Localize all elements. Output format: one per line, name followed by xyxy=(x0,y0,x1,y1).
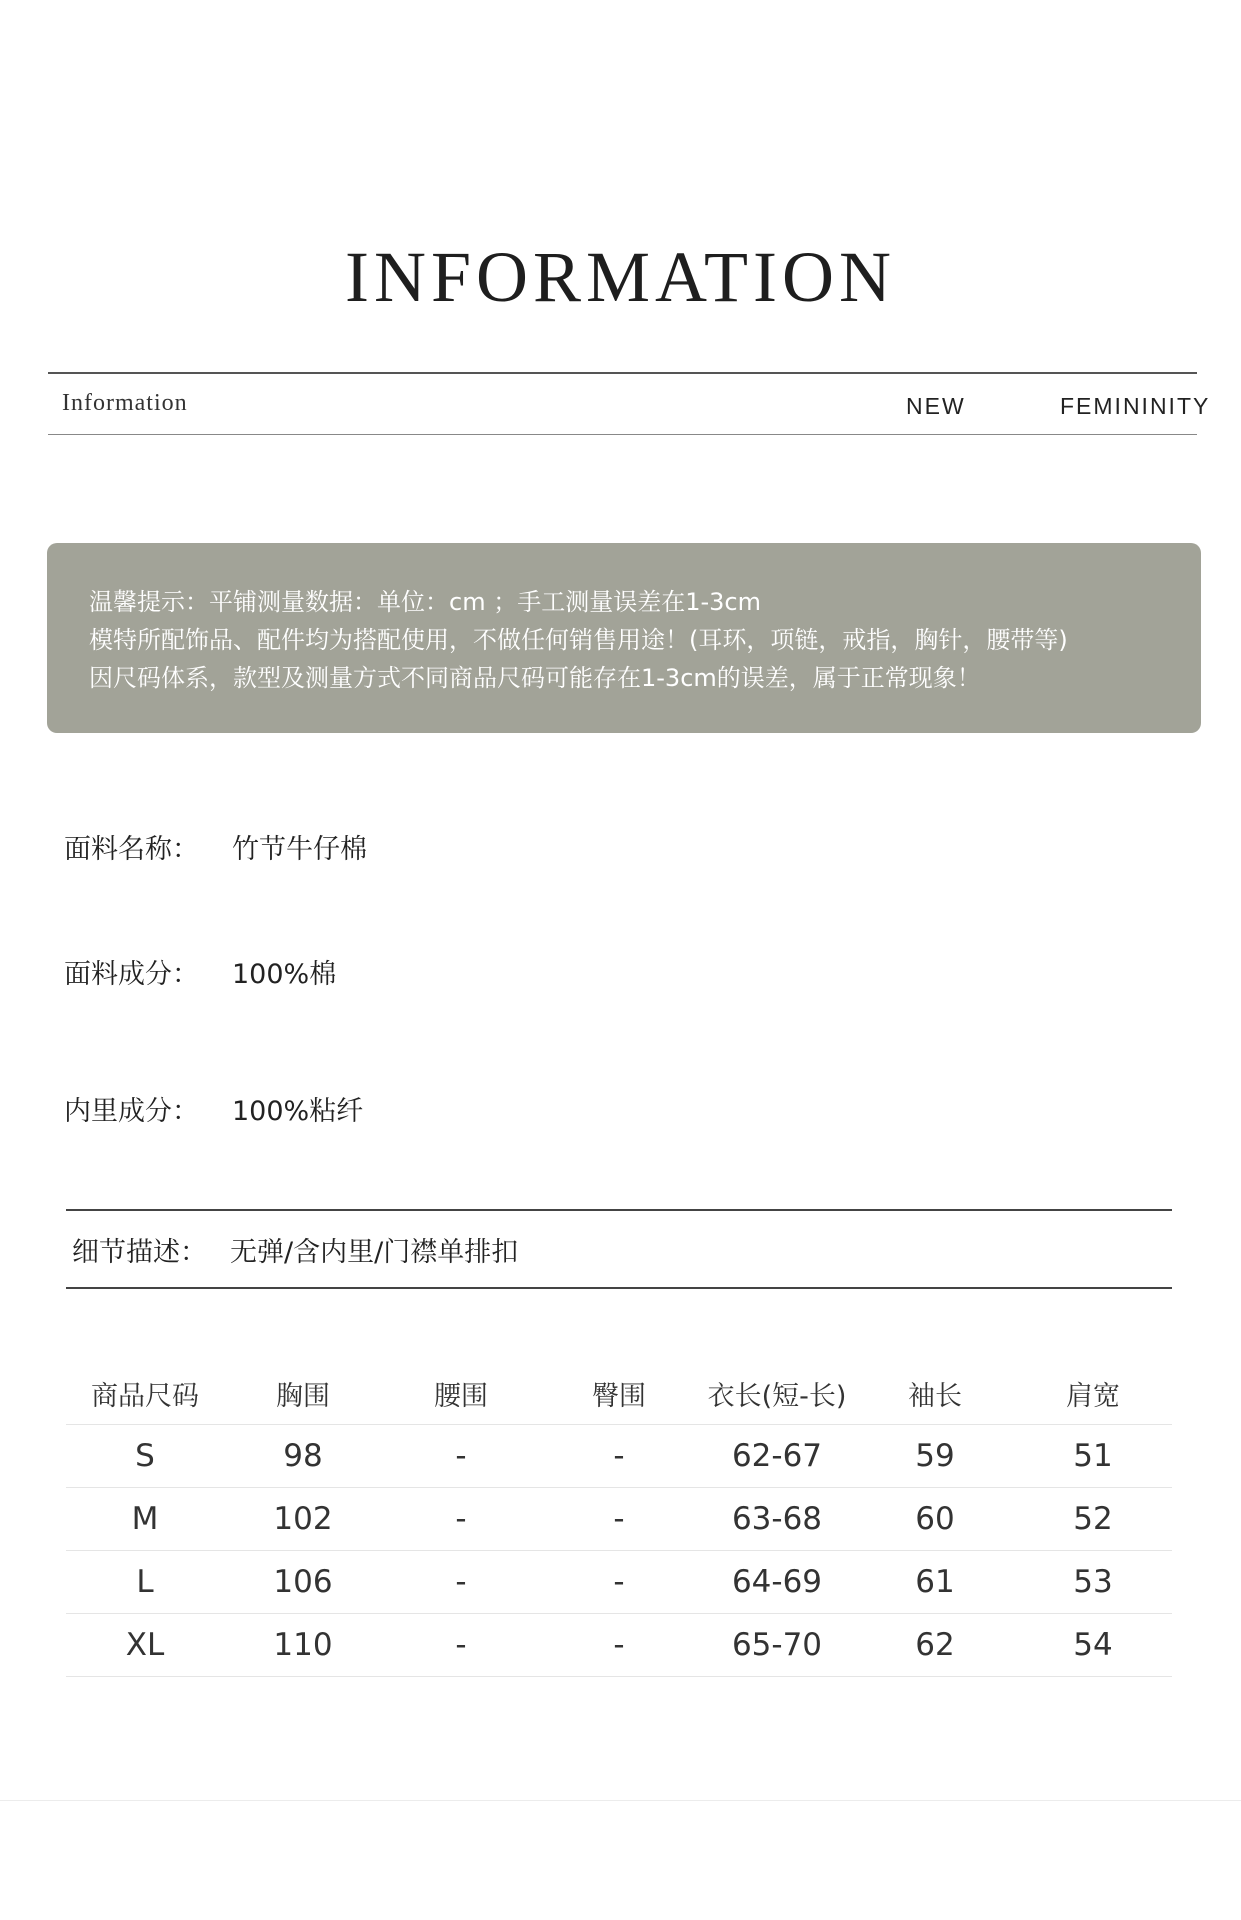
size-table-header-row xyxy=(66,1362,1172,1425)
header-hip: 臀围 xyxy=(540,1362,698,1425)
cell-waist: - xyxy=(382,1551,540,1614)
cell-length: 65-70 xyxy=(698,1614,856,1677)
header-sleeve: 袖长 xyxy=(856,1362,1014,1425)
header-new-label: NEW xyxy=(906,393,966,419)
cell-sleeve: 59 xyxy=(856,1425,1014,1488)
spec-value: 竹节牛仔棉 xyxy=(232,834,367,865)
spec-label: 面料名称： xyxy=(64,834,199,865)
spec-fabric-content xyxy=(64,952,337,991)
cell-size: L xyxy=(66,1551,224,1614)
cell-length: 63-68 xyxy=(698,1488,856,1551)
size-table xyxy=(66,1362,1172,1677)
cell-waist: - xyxy=(382,1488,540,1551)
notice-box xyxy=(47,543,1201,733)
cell-hip: - xyxy=(540,1488,698,1551)
spec-label: 面料成分： xyxy=(64,959,199,990)
cell-sleeve: 61 xyxy=(856,1551,1014,1614)
header-length: 衣长(短-长) xyxy=(698,1362,856,1425)
cell-hip: - xyxy=(540,1425,698,1488)
header-waist: 腰围 xyxy=(382,1362,540,1425)
header-top-rule xyxy=(48,372,1197,374)
cell-size: S xyxy=(66,1425,224,1488)
header-femininity-label: FEMININITY xyxy=(1060,393,1211,419)
spec-value: 无弹/含内里/门襟单排扣 xyxy=(230,1237,519,1268)
spec-lining-content xyxy=(64,1089,364,1128)
notice-line: 因尺码体系，款型及测量方式不同商品尺码可能存在1-3cm的误差，属于正常现象！ xyxy=(89,664,981,692)
cell-sleeve: 60 xyxy=(856,1488,1014,1551)
cell-shoulder: 51 xyxy=(1014,1425,1172,1488)
spec-label: 内里成分： xyxy=(64,1096,199,1127)
cell-length: 64-69 xyxy=(698,1551,856,1614)
cell-waist: - xyxy=(382,1614,540,1677)
header-chest: 胸围 xyxy=(224,1362,382,1425)
cell-chest: 98 xyxy=(224,1425,382,1488)
header-information-label: Information xyxy=(62,390,188,416)
header-size: 商品尺码 xyxy=(66,1362,224,1425)
table-row xyxy=(66,1551,1172,1614)
table-row xyxy=(66,1614,1172,1677)
cell-waist: - xyxy=(382,1425,540,1488)
cell-chest: 106 xyxy=(224,1551,382,1614)
table-row xyxy=(66,1488,1172,1551)
notice-line: 温馨提示：平铺测量数据：单位：cm ；手工测量误差在1-3cm xyxy=(89,588,761,616)
details-bottom-rule xyxy=(66,1287,1172,1289)
spec-fabric-name xyxy=(64,827,367,866)
details-top-rule xyxy=(66,1209,1172,1211)
bottom-divider xyxy=(0,1800,1241,1801)
cell-chest: 102 xyxy=(224,1488,382,1551)
cell-length: 62-67 xyxy=(698,1425,856,1488)
cell-size: M xyxy=(66,1488,224,1551)
cell-sleeve: 62 xyxy=(856,1614,1014,1677)
cell-shoulder: 52 xyxy=(1014,1488,1172,1551)
spec-label: 细节描述： xyxy=(72,1237,207,1268)
page-title: INFORMATION xyxy=(344,237,897,317)
table-row xyxy=(66,1425,1172,1488)
cell-shoulder: 54 xyxy=(1014,1614,1172,1677)
cell-chest: 110 xyxy=(224,1614,382,1677)
cell-size: XL xyxy=(66,1614,224,1677)
cell-hip: - xyxy=(540,1551,698,1614)
header-bottom-rule xyxy=(48,434,1197,435)
spec-details xyxy=(72,1230,519,1269)
spec-value: 100%粘纤 xyxy=(232,1096,364,1127)
cell-shoulder: 53 xyxy=(1014,1551,1172,1614)
spec-value: 100%棉 xyxy=(232,959,337,990)
header-shoulder: 肩宽 xyxy=(1014,1362,1172,1425)
notice-line: 模特所配饰品、配件均为搭配使用，不做任何销售用途！(耳环，项链，戒指，胸针，腰带等) xyxy=(89,626,1068,654)
cell-hip: - xyxy=(540,1614,698,1677)
